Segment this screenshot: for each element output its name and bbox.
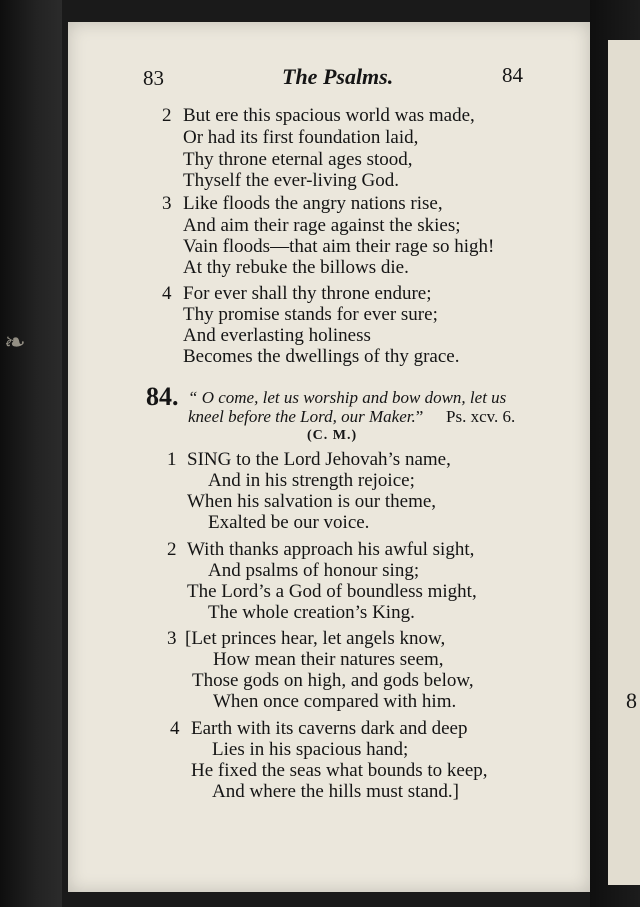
verse-line: He fixed the seas what bounds to keep, [191, 760, 488, 781]
epigraph-close-quote: ” [415, 407, 424, 426]
verse-line: With thanks approach his awful sight, [187, 539, 475, 560]
epigraph-line [188, 407, 423, 427]
epigraph-reference: Ps. xcv. 6. [446, 407, 516, 426]
verse-line: When his salvation is our theme, [187, 491, 437, 512]
verse-line: Vain floods—that aim their rage so high! [183, 236, 495, 257]
verse-number: 2 [162, 105, 172, 126]
verse-line: Earth with its caverns dark and deep [191, 718, 468, 739]
verse-number: 2 [167, 539, 177, 560]
epigraph-line [188, 388, 506, 408]
verse-line: And where the hills must stand.] [212, 781, 459, 802]
verse-line: For ever shall thy throne endure; [183, 283, 432, 304]
verse-line: When once compared with him. [213, 691, 457, 712]
verse-line: Exalted be our voice. [208, 512, 370, 533]
verse-line: The whole creation’s King. [208, 602, 415, 623]
ink-blot-decoration: ❧ [4, 328, 26, 357]
verse-line: And aim their rage against the skies; [183, 215, 461, 236]
verse-line: Those gods on high, and gods below, [192, 670, 474, 691]
verse-line: At thy rebuke the billows die. [183, 257, 409, 278]
running-title: The Psalms. [282, 64, 394, 89]
page-number-right: 84 [502, 63, 523, 87]
verse-line: SING to the Lord Jehovah’s name, [187, 449, 451, 470]
verse-line: [Let princes hear, let angels know, [185, 628, 446, 649]
epigraph-text: kneel before the Lord, our Maker. [188, 407, 416, 426]
verse-line: But ere this spacious world was made, [183, 105, 475, 126]
facing-page-number: 8 [626, 688, 637, 713]
verse-number: 3 [167, 628, 177, 649]
page-number-left: 83 [143, 66, 164, 90]
verse-line: Like floods the angry nations rise, [183, 193, 443, 214]
verse-line: How mean their natures seem, [213, 649, 444, 670]
verse-line: Or had its first foundation laid, [183, 127, 419, 148]
verse-line: And everlasting holiness [183, 325, 371, 346]
verse-line: Thy throne eternal ages stood, [183, 149, 413, 170]
verse-number: 4 [162, 283, 172, 304]
verse-line: And psalms of honour sing; [208, 560, 420, 581]
verse-line: The Lord’s a God of boundless might, [187, 581, 477, 602]
verse-line: Thy promise stands for ever sure; [183, 304, 438, 325]
psalm-number: 84. [146, 382, 179, 411]
verse-line: Lies in his spacious hand; [212, 739, 409, 760]
verse-line: Becomes the dwellings of thy grace. [183, 346, 460, 367]
meter-label: (C. M.) [307, 428, 358, 443]
verse-line: And in his strength rejoice; [208, 470, 415, 491]
epigraph-text: “ O come, let us worship and bow down, let us [188, 388, 507, 407]
facing-page-strip [608, 40, 640, 885]
verse-number: 3 [162, 193, 172, 214]
verse-number: 4 [170, 718, 180, 739]
left-page-edge [0, 0, 62, 907]
verse-number: 1 [167, 449, 177, 470]
verse-line: Thyself the ever-living God. [183, 170, 399, 191]
